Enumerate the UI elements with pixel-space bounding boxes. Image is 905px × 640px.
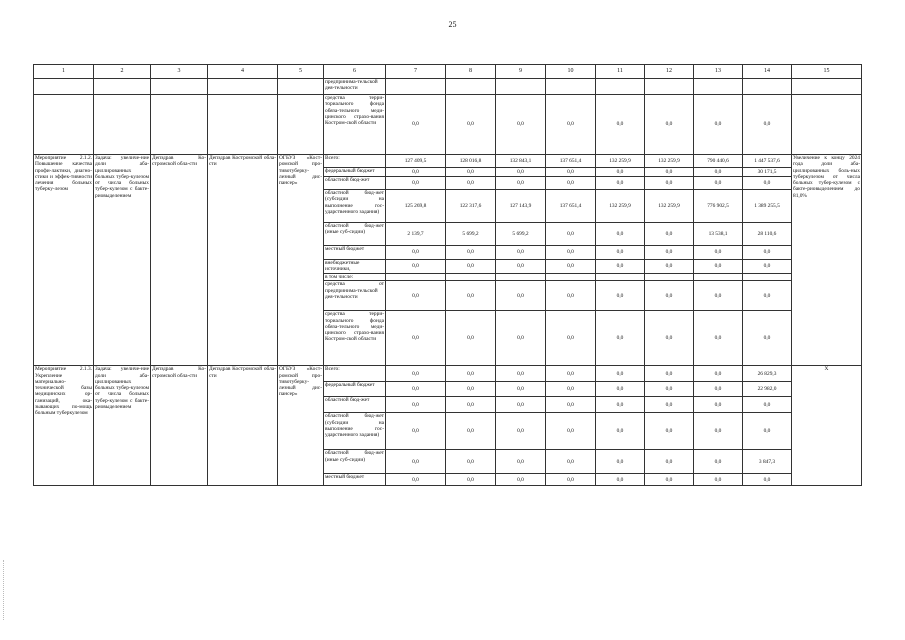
value-cell: 0,0 <box>496 246 546 260</box>
value-cell <box>496 79 546 95</box>
value-cell: 0,0 <box>743 397 792 413</box>
value-cell: 0,0 <box>645 260 694 274</box>
value-cell: 0,0 <box>386 281 446 311</box>
value-cell: 0,0 <box>694 382 743 397</box>
value-cell: 0,0 <box>546 366 596 382</box>
funding-source: предпринима-тельской дея-тельности <box>324 79 386 95</box>
value-cell: 0,0 <box>496 413 546 450</box>
value-cell: 0,0 <box>386 397 446 413</box>
value-cell: 0,0 <box>496 311 546 366</box>
value-cell <box>743 274 792 281</box>
value-cell: 0,0 <box>496 382 546 397</box>
value-cell <box>596 79 645 95</box>
value-cell <box>386 274 446 281</box>
event-name: Мероприятие 2.1.3. Укрепление материально-технической базы медицинских ор-ганизаций, ока-зывающих по-мощь больным туберкулезом <box>34 366 94 486</box>
value-cell: 0,0 <box>596 311 645 366</box>
value-cell: 0,0 <box>596 450 645 474</box>
column-header: 2 <box>94 65 151 79</box>
value-cell: 0,0 <box>596 95 645 155</box>
value-cell: 30 171,5 <box>743 168 792 177</box>
value-cell: 0,0 <box>496 177 546 190</box>
value-cell: 0,0 <box>546 397 596 413</box>
value-cell: 0,0 <box>743 474 792 486</box>
budget-table <box>33 64 862 486</box>
executor-name: ОГБУЗ «Кост-ромской про-тивотуберку-лезный дис-пансер» <box>278 366 324 486</box>
value-cell: 0,0 <box>386 450 446 474</box>
value-cell: 0,0 <box>645 246 694 260</box>
executor-name: ОГБУЗ «Кост-ромской про-тивотуберку-лезный дис-пансер» <box>278 155 324 366</box>
value-cell: 0,0 <box>743 413 792 450</box>
value-cell: 0,0 <box>546 246 596 260</box>
value-cell: 0,0 <box>645 177 694 190</box>
empty-cell <box>34 79 94 95</box>
value-cell: 0,0 <box>496 168 546 177</box>
value-cell <box>694 274 743 281</box>
value-cell: 0,0 <box>645 397 694 413</box>
task-text: Задача: увеличе-ние доли аба-циллированных больных тубер-кулезом от числа больных тубер-кулезом с бакте-риовыделением <box>94 155 151 366</box>
value-cell: 0,0 <box>694 281 743 311</box>
column-header: 8 <box>446 65 496 79</box>
funding-source: областной бюд-жет <box>324 397 386 413</box>
value-cell: 0,0 <box>546 223 596 246</box>
value-cell: 0,0 <box>694 413 743 450</box>
value-cell: 0,0 <box>694 474 743 486</box>
value-cell: 0,0 <box>546 177 596 190</box>
value-cell: 0,0 <box>446 366 496 382</box>
value-cell <box>743 79 792 95</box>
empty-cell <box>151 95 208 155</box>
value-cell: 0,0 <box>645 382 694 397</box>
funding-source: средства терри-ториального фонда обяза-тельного меди-цинского страхо-вания Костром-ской области <box>324 311 386 366</box>
value-cell: 0,0 <box>596 397 645 413</box>
value-cell: 0,0 <box>645 223 694 246</box>
column-header: 3 <box>151 65 208 79</box>
value-cell: 0,0 <box>546 413 596 450</box>
value-cell <box>546 274 596 281</box>
funding-source: средства от предпринима-тельской дея-тельности <box>324 281 386 311</box>
value-cell: 0,0 <box>546 474 596 486</box>
value-cell: 0,0 <box>645 366 694 382</box>
value-cell: 0,0 <box>386 168 446 177</box>
value-cell: 0,0 <box>446 397 496 413</box>
value-cell: 0,0 <box>694 397 743 413</box>
funding-source: Всего: <box>324 366 386 382</box>
value-cell: 0,0 <box>446 281 496 311</box>
value-cell: 137 651,4 <box>546 155 596 168</box>
value-cell: 0,0 <box>596 246 645 260</box>
funding-source: внебюджетные источники, <box>324 260 386 274</box>
coexecutor-name: Депздрав Костромской обла-сти <box>208 366 278 486</box>
empty-cell <box>34 95 94 155</box>
value-cell: 127 409,5 <box>386 155 446 168</box>
value-cell: 0,0 <box>743 260 792 274</box>
value-cell: 0,0 <box>546 281 596 311</box>
value-cell: 0,0 <box>694 311 743 366</box>
value-cell: 28 110,6 <box>743 223 792 246</box>
value-cell <box>645 274 694 281</box>
value-cell: 0,0 <box>645 95 694 155</box>
value-cell: 0,0 <box>645 413 694 450</box>
column-header: 1 <box>34 65 94 79</box>
value-cell: 0,0 <box>386 95 446 155</box>
expected-result: Увеличение к концу 2024 года доли аба-циллированных боль-ных туберкулезом от числа больных тубер-кулезом с бакте-риовыделением до 81,0% <box>792 155 862 366</box>
value-cell: 132 259,9 <box>596 155 645 168</box>
value-cell: 0,0 <box>446 382 496 397</box>
value-cell: 0,0 <box>446 311 496 366</box>
value-cell: 0,0 <box>446 260 496 274</box>
table-row <box>34 95 862 155</box>
value-cell: 0,0 <box>596 260 645 274</box>
funding-source: местный бюджет <box>324 246 386 260</box>
value-cell: 0,0 <box>546 168 596 177</box>
value-cell: 0,0 <box>546 311 596 366</box>
funding-source: областной бюд-жет (иные суб-сидии) <box>324 450 386 474</box>
value-cell: 1 389 255,5 <box>743 190 792 223</box>
value-cell: 0,0 <box>596 474 645 486</box>
value-cell: 0,0 <box>743 281 792 311</box>
empty-cell <box>94 95 151 155</box>
value-cell: 0,0 <box>694 260 743 274</box>
value-cell <box>645 79 694 95</box>
value-cell: 0,0 <box>496 397 546 413</box>
value-cell <box>386 79 446 95</box>
value-cell: 132 843,1 <box>496 155 546 168</box>
value-cell: 22 982,0 <box>743 382 792 397</box>
column-header: 11 <box>596 65 645 79</box>
empty-cell <box>208 79 278 95</box>
value-cell: 0,0 <box>596 281 645 311</box>
empty-cell <box>278 95 324 155</box>
funding-source: федеральный бюджет <box>324 382 386 397</box>
value-cell: 0,0 <box>386 260 446 274</box>
value-cell: 132 259,9 <box>645 155 694 168</box>
value-cell <box>596 274 645 281</box>
funding-source: федеральный бюджет <box>324 168 386 177</box>
value-cell: 0,0 <box>496 450 546 474</box>
table-header-row <box>34 65 862 79</box>
empty-cell <box>792 95 862 155</box>
value-cell: 0,0 <box>446 177 496 190</box>
value-cell <box>446 274 496 281</box>
column-header: 10 <box>546 65 596 79</box>
value-cell: 0,0 <box>596 366 645 382</box>
value-cell: 5 699,2 <box>496 223 546 246</box>
value-cell: 0,0 <box>645 311 694 366</box>
value-cell: 0,0 <box>596 223 645 246</box>
funding-source: областной бюд-жет (субсидии на выполнение гос-ударственного задания) <box>324 413 386 450</box>
value-cell: 0,0 <box>645 168 694 177</box>
funding-source: в том числе: <box>324 274 386 281</box>
value-cell: 0,0 <box>694 95 743 155</box>
funding-source: областной бюд-жет (субсидии на выполнение гос-ударственного задания) <box>324 190 386 223</box>
funding-source: Всего: <box>324 155 386 168</box>
value-cell: 5 699,2 <box>446 223 496 246</box>
value-cell <box>496 274 546 281</box>
value-cell: 0,0 <box>496 366 546 382</box>
customer-name: Депздрав Ко-стромской обла-сти <box>151 366 208 486</box>
column-header: 5 <box>278 65 324 79</box>
value-cell: 0,0 <box>496 474 546 486</box>
value-cell: 0,0 <box>546 95 596 155</box>
value-cell: 776 902,5 <box>694 190 743 223</box>
value-cell: 0,0 <box>694 366 743 382</box>
value-cell: 122 317,6 <box>446 190 496 223</box>
value-cell: 0,0 <box>645 474 694 486</box>
column-header: 9 <box>496 65 546 79</box>
value-cell: 0,0 <box>546 450 596 474</box>
value-cell <box>694 79 743 95</box>
value-cell: 0,0 <box>496 260 546 274</box>
table-row <box>34 79 862 95</box>
value-cell: 0,0 <box>386 382 446 397</box>
funding-source: средства терри-ториального фонда обяза-тельного меди-цинского страхо-вания Костром-ской области <box>324 95 386 155</box>
value-cell: 0,0 <box>596 168 645 177</box>
value-cell: 26 829,3 <box>743 366 792 382</box>
value-cell: 0,0 <box>743 311 792 366</box>
event-name: Мероприятие 2.1.2. Повышение качества профи-лактики, диагно-стики и эффек-тивности лечения больных туберку-лезом <box>34 155 94 366</box>
value-cell: 0,0 <box>694 168 743 177</box>
table-row <box>34 155 862 168</box>
column-header: 7 <box>386 65 446 79</box>
column-header: 4 <box>208 65 278 79</box>
expected-result: Х <box>792 366 862 486</box>
customer-name: Депздрав Ко-стромской обла-сти <box>151 155 208 366</box>
value-cell: 3 847,3 <box>743 450 792 474</box>
value-cell: 0,0 <box>446 168 496 177</box>
value-cell: 0,0 <box>496 95 546 155</box>
value-cell: 790 440,6 <box>694 155 743 168</box>
value-cell: 0,0 <box>645 281 694 311</box>
value-cell: 137 651,4 <box>546 190 596 223</box>
value-cell: 132 259,9 <box>645 190 694 223</box>
value-cell: 0,0 <box>446 246 496 260</box>
column-header: 15 <box>792 65 862 79</box>
value-cell: 125 269,8 <box>386 190 446 223</box>
empty-cell <box>792 79 862 95</box>
empty-cell <box>94 79 151 95</box>
value-cell: 0,0 <box>743 95 792 155</box>
value-cell: 13 538,1 <box>694 223 743 246</box>
value-cell: 0,0 <box>743 177 792 190</box>
column-header: 13 <box>694 65 743 79</box>
task-text: Задача: увеличе-ние доли аба-циллированных больных тубер-кулезом от числа больных тубер-кулезом с бакте-риовыделением <box>94 366 151 486</box>
empty-cell <box>151 79 208 95</box>
column-header: 6 <box>324 65 386 79</box>
value-cell: 0,0 <box>446 95 496 155</box>
funding-source: областной бюд-жет (иные суб-сидии) <box>324 223 386 246</box>
value-cell: 0,0 <box>694 177 743 190</box>
value-cell: 128 016,8 <box>446 155 496 168</box>
value-cell: 0,0 <box>596 177 645 190</box>
value-cell: 1 447 537,6 <box>743 155 792 168</box>
value-cell: 0,0 <box>386 177 446 190</box>
value-cell: 2 139,7 <box>386 223 446 246</box>
value-cell: 0,0 <box>386 311 446 366</box>
value-cell: 0,0 <box>596 382 645 397</box>
page-edge-mark <box>3 560 5 620</box>
value-cell: 0,0 <box>546 382 596 397</box>
funding-source: областной бюд-жет <box>324 177 386 190</box>
value-cell <box>546 79 596 95</box>
value-cell <box>446 79 496 95</box>
column-header: 12 <box>645 65 694 79</box>
empty-cell <box>278 79 324 95</box>
value-cell: 0,0 <box>596 413 645 450</box>
table-row <box>34 366 862 382</box>
value-cell: 0,0 <box>386 246 446 260</box>
value-cell: 0,0 <box>446 413 496 450</box>
funding-source: местный бюджет <box>324 474 386 486</box>
value-cell: 132 259,9 <box>596 190 645 223</box>
page-number: 25 <box>448 20 457 29</box>
value-cell: 0,0 <box>645 450 694 474</box>
value-cell: 0,0 <box>743 246 792 260</box>
value-cell: 0,0 <box>386 474 446 486</box>
value-cell: 0,0 <box>496 281 546 311</box>
value-cell: 0,0 <box>386 366 446 382</box>
value-cell: 0,0 <box>446 450 496 474</box>
column-header: 14 <box>743 65 792 79</box>
value-cell: 127 143,9 <box>496 190 546 223</box>
empty-cell <box>208 95 278 155</box>
value-cell: 0,0 <box>446 474 496 486</box>
value-cell: 0,0 <box>694 450 743 474</box>
value-cell: 0,0 <box>546 260 596 274</box>
value-cell: 0,0 <box>694 246 743 260</box>
coexecutor-name: Депздрав Костромской обла-сти <box>208 155 278 366</box>
value-cell: 0,0 <box>386 413 446 450</box>
